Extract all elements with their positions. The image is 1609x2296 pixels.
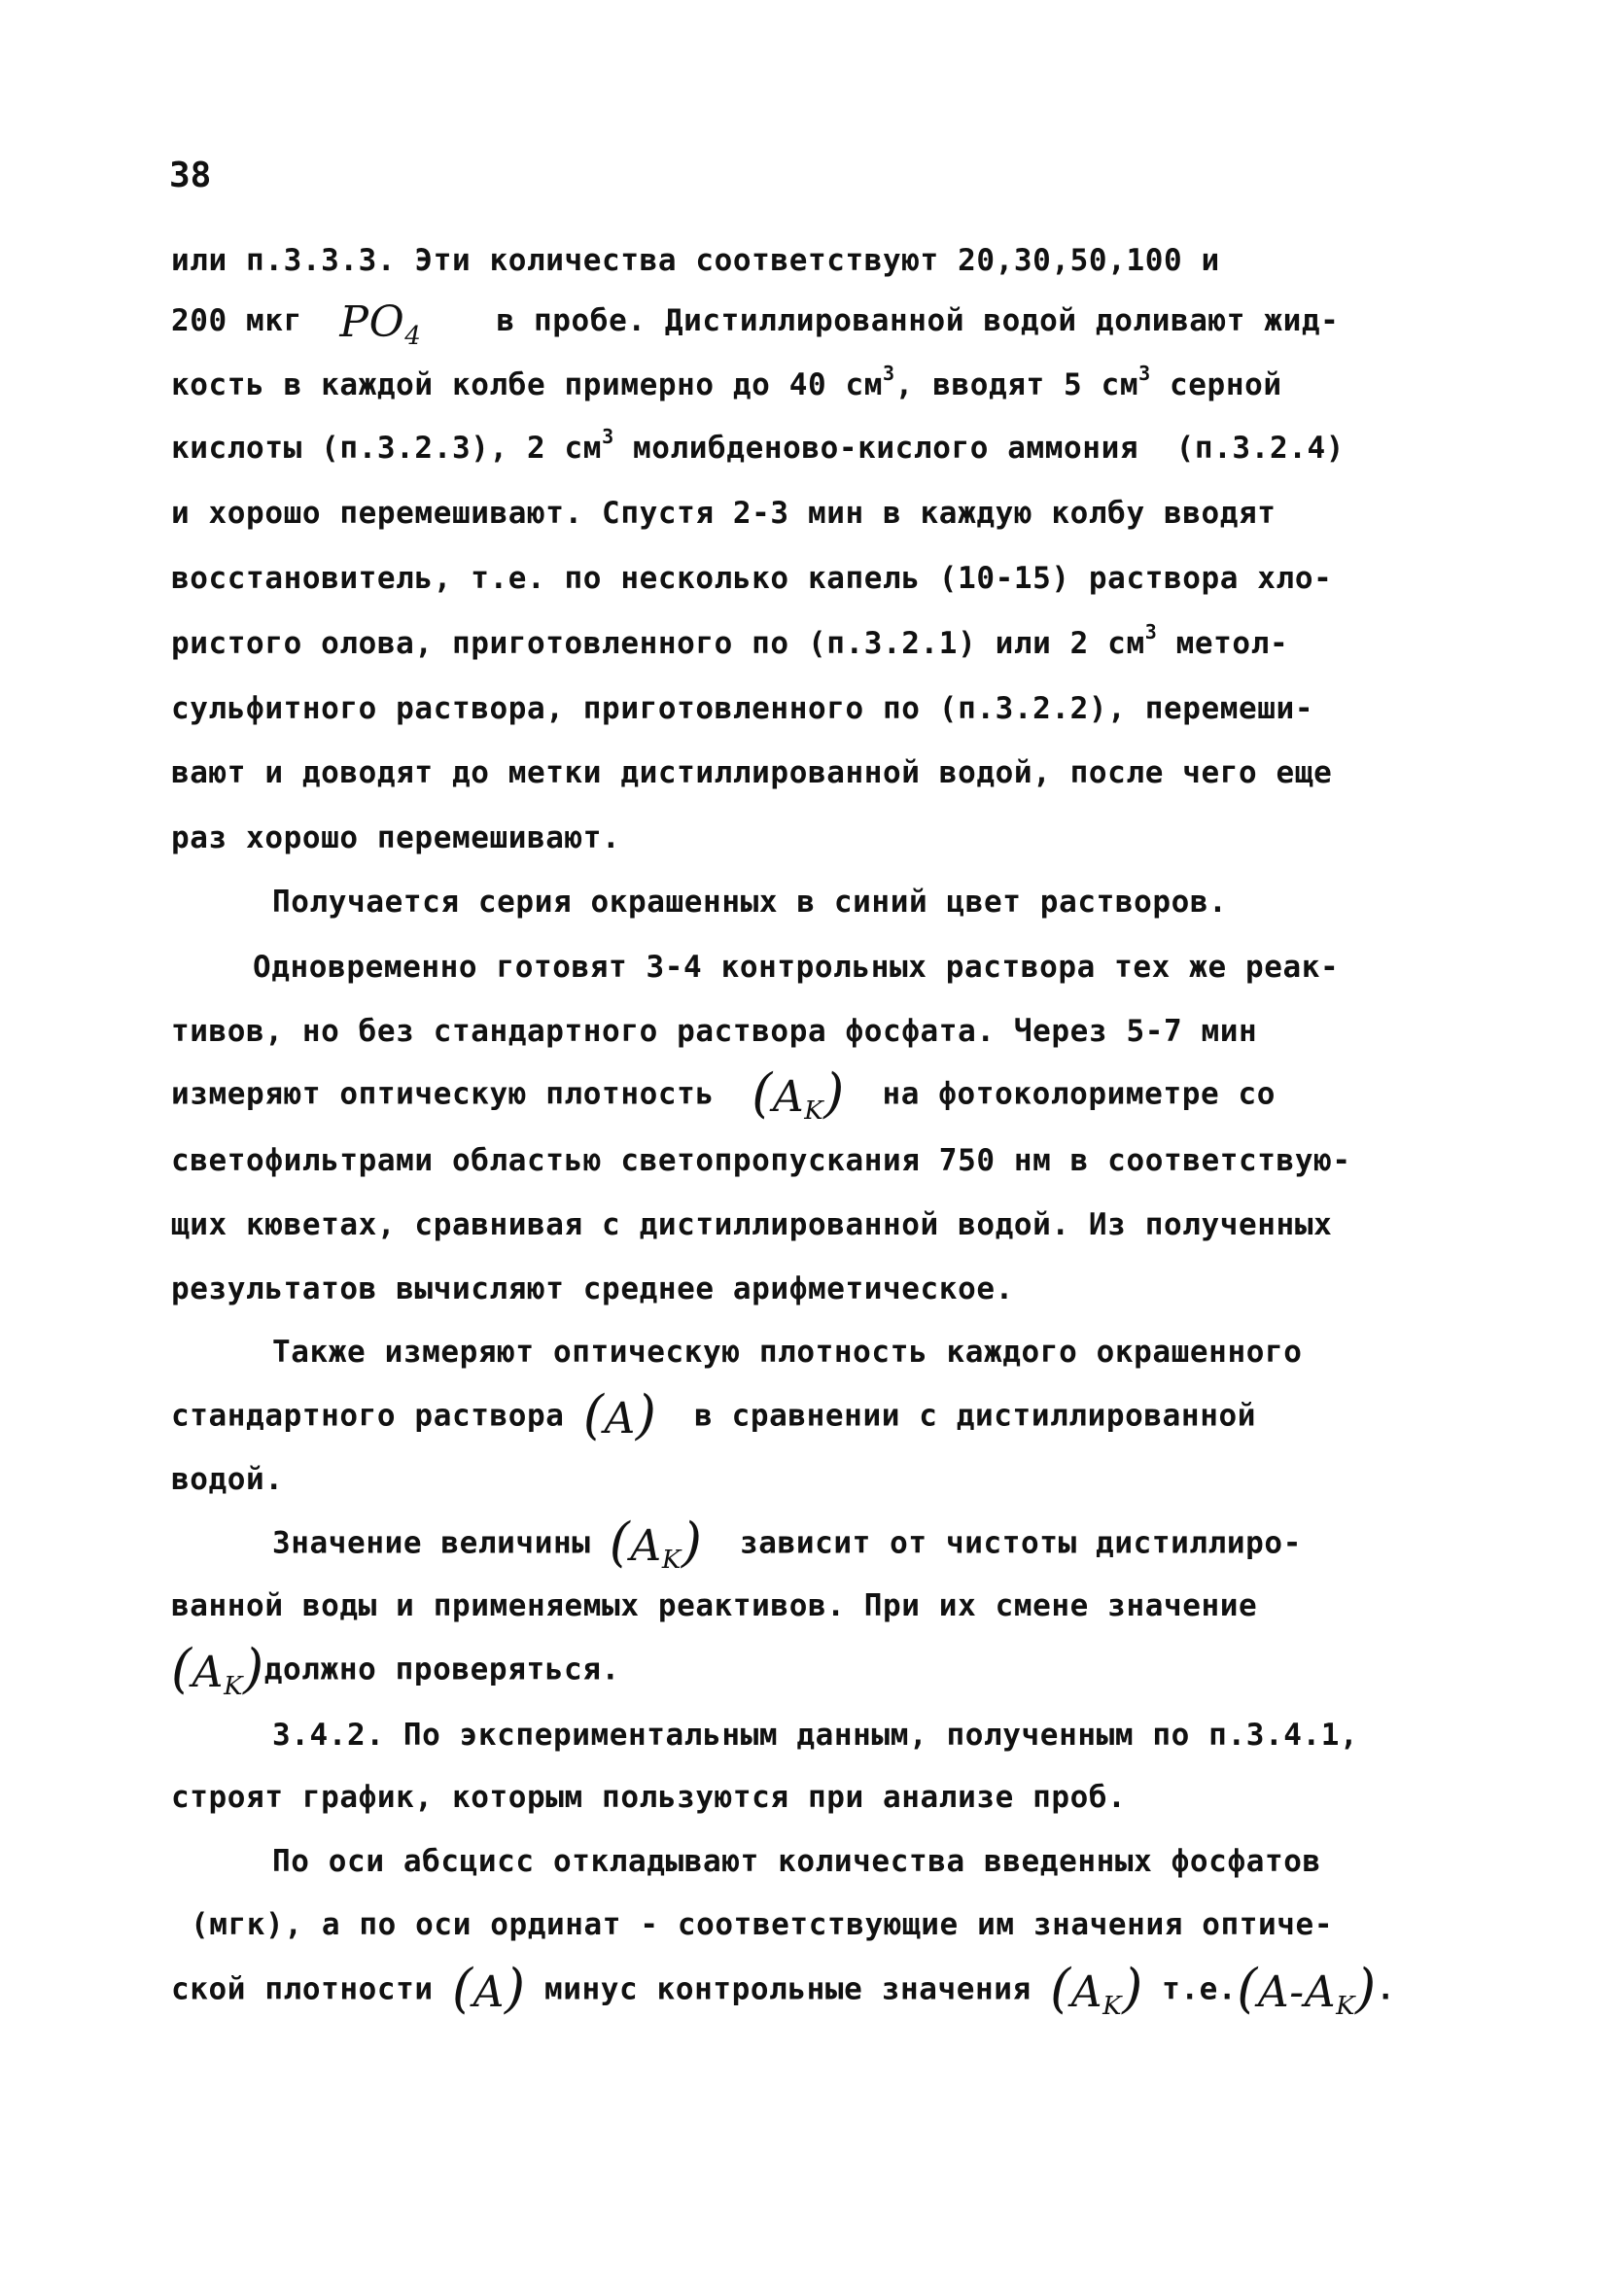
- text-line-4: кислоты (п.3.2.3), 2 $см^3$ молибденово-кислого аммония (п.3.2.4): [171, 424, 1345, 466]
- text-line-1: или п.3.3.3. Эти количества соответствуют 20,30,50,100 и: [171, 243, 1220, 278]
- text-line-12: Одновременно готовят 3-4 контрольных раствора тех же реак-: [253, 950, 1340, 985]
- handwritten-a-minus-ak: $(A-A_K)$: [1237, 1958, 1377, 2021]
- text-line-14: измеряют оптическую плотность $(A_K)$ на фотоколориметре со: [171, 1062, 1277, 1126]
- text-line-20: водой.: [171, 1462, 284, 1497]
- text-line-27: (мгк), а по оси ординат - соответствующие им значения оптиче-: [191, 1907, 1334, 1942]
- text-line-3: кость в каждой колбе примерно до 40 $см^3$, вводят 5 $см^3$ серной: [171, 361, 1282, 402]
- text-line-21: Значение величины $(A_K)$ зависит от чистоты дистиллиро-: [272, 1512, 1302, 1575]
- text-line-5: и хорошо перемешивают. Спустя 2-3 мин в каждую колбу вводят: [171, 496, 1277, 531]
- handwritten-po4: $PO_4$: [339, 296, 422, 351]
- text-line-26: По оси абсцисс откладывают количества введенных фосфатов: [272, 1844, 1321, 1879]
- text-line-9: вают и доводят до метки дистиллированной водой, после чего еще: [171, 755, 1333, 790]
- text-line-24: 3.4.2. По экспериментальным данным, полученным по п.3.4.1,: [272, 1718, 1359, 1753]
- text-line-15: светофильтрами областью светопропускания 750 нм в соответствую-: [171, 1143, 1351, 1178]
- text-line-22: ванной воды и применяемых реактивов. При их смене значение: [171, 1588, 1258, 1623]
- text-line-18: Также измеряют оптическую плотность каждого окрашенного: [272, 1335, 1303, 1370]
- handwritten-a-2: (A): [451, 1958, 526, 2019]
- text-line-11: Получается серия окрашенных в синий цвет растворов.: [272, 885, 1228, 920]
- handwritten-ak-3: $(A_K)$: [171, 1638, 264, 1701]
- handwritten-a-1: (A): [582, 1384, 657, 1445]
- text-line-13: тивов, но без стандартного раствора фосфата. Через 5-7 мин: [171, 1014, 1258, 1049]
- text-line-2: 200 мкг $PO_4$ в пробе. Дистиллированной водой доливают жид-: [171, 296, 1340, 351]
- text-line-17: результатов вычисляют среднее арифметическое.: [171, 1271, 1014, 1306]
- text-line-19: стандартного раствора (A) в сравнении с дистиллированной: [171, 1384, 1256, 1445]
- text-line-16: щих кюветах, сравнивая с дистиллированной водой. Из полученных: [171, 1207, 1333, 1242]
- handwritten-ak-1: $(A_K)$: [752, 1062, 845, 1126]
- text-line-8: сульфитного раствора, приготовленного по (п.3.2.2), перемеши-: [171, 691, 1314, 726]
- text-line-7: ристого олова, приготовленного по (п.3.2.1) или 2 $см^3$ метол-: [171, 619, 1289, 661]
- text-line-6: восстановитель, т.е. по несколько капель (10-15) раствора хло-: [171, 561, 1333, 596]
- text-line-23: $(A_K)должно$ проверяться.: [171, 1638, 620, 1701]
- text-line-10: раз хорошо перемешивают.: [171, 820, 621, 855]
- page-number: 38: [169, 156, 212, 195]
- handwritten-ak-2: $(A_K)$: [609, 1512, 703, 1575]
- text-line-25: строят график, которым пользуются при анализе проб.: [171, 1780, 1127, 1815]
- text-line-28: ской плотности (A) минус контрольные значения $(A_K)$ $т.е.(A-A_K)$.: [171, 1958, 1396, 2021]
- handwritten-ak-4: $(A_K)$: [1050, 1958, 1143, 2021]
